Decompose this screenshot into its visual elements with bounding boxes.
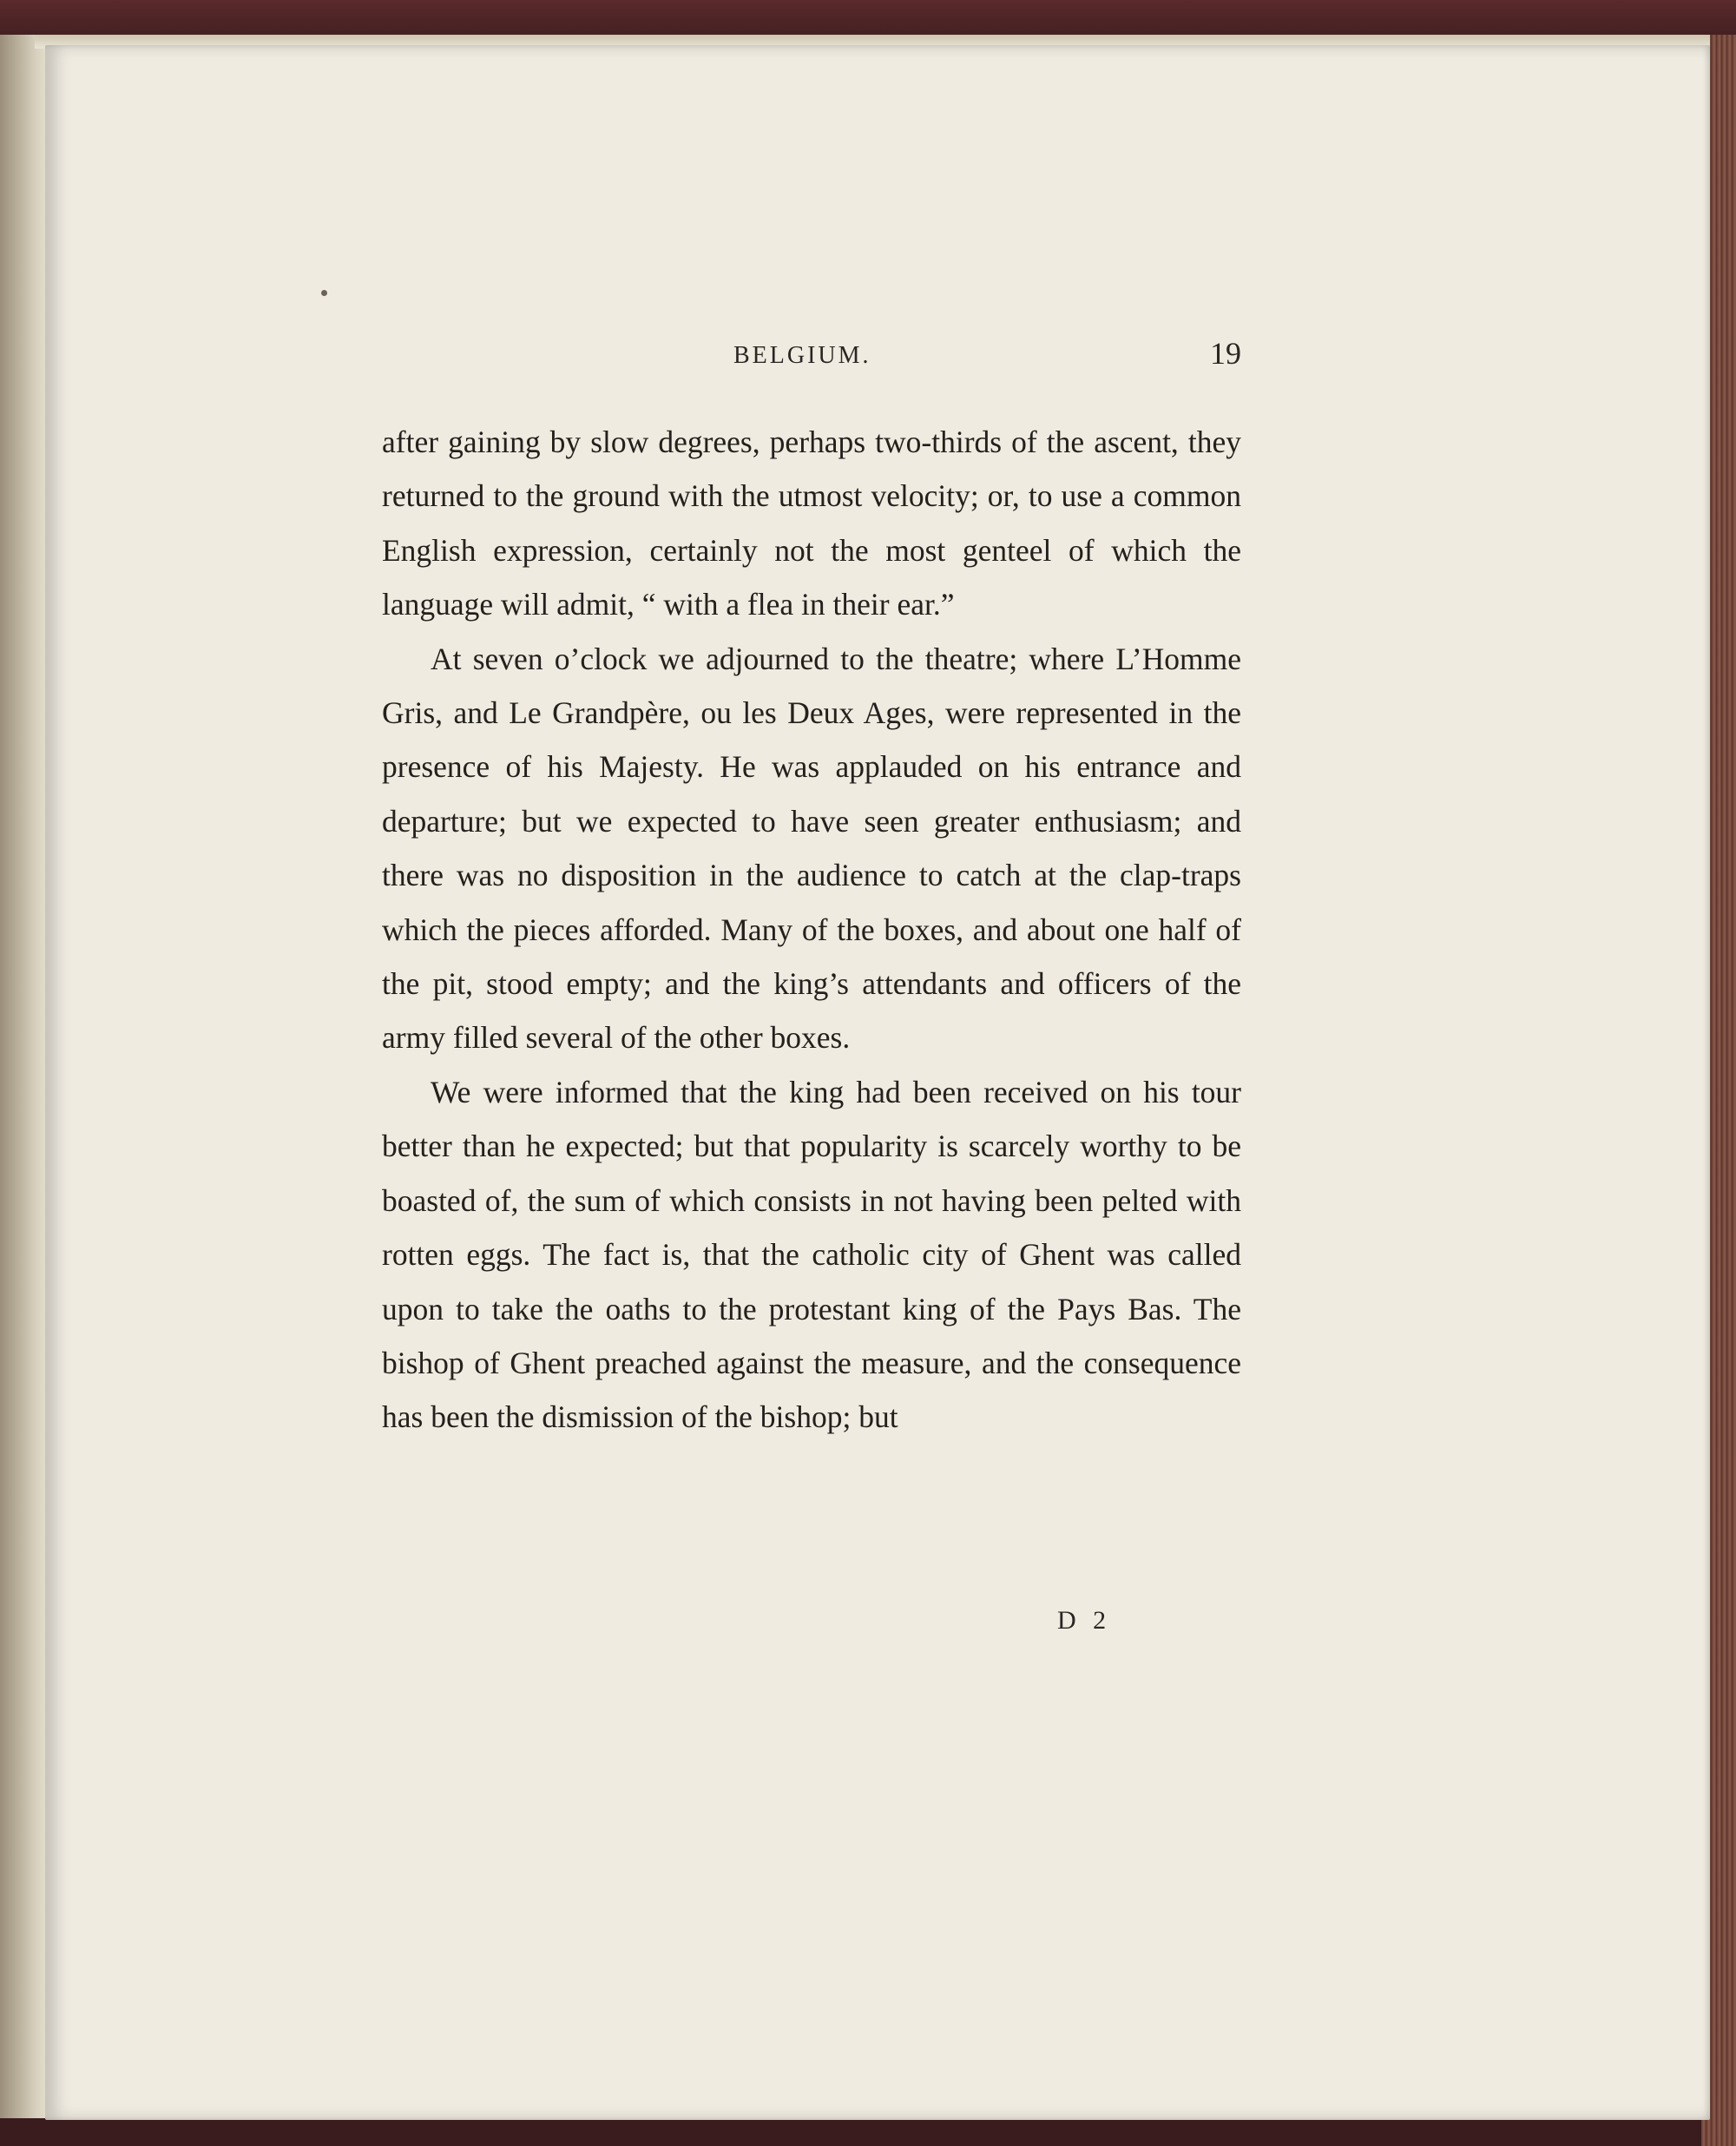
body-text <box>382 415 1241 1445</box>
signature-mark: D 2 <box>1057 1606 1112 1635</box>
page-header <box>382 335 1241 379</box>
facing-page-edge <box>0 35 50 2118</box>
page-number: 19 <box>1210 336 1241 371</box>
paragraph: At seven o’clock we adjourned to the theatre; where L’Homme Gris, and Le Grandpère, ou les Deux Ages, were represented in the presence of his Majesty. He was applauded on his entrance and departure; but we expected to have seen greater enthusiasm; and there was no disposition in the audience to catch at the clap-traps which the pieces afforded. Many of the boxes, and about one half of the pit, stood empty; and the king’s attendants and officers of the army filled several of the other boxes. <box>382 641 1241 1056</box>
paragraph: after gaining by slow degrees, perhaps two-thirds of the ascent, they returned to the ground with the utmost velocity; or, to use a common English expression, certainly not the most genteel of which the language will admit, “ with a flea in their ear.” <box>382 425 1241 622</box>
running-head: BELGIUM. <box>733 342 871 369</box>
ink-speck <box>321 290 327 296</box>
paragraph: We were informed that the king had been received on his tour better than he expected; but that popularity is scarcely worthy to be boasted of, the sum of which consists in not having been pelted with rotten eggs. The fact is, that the catholic city of Ghent was called upon to take the oaths to the protestant king of the Pays Bas. The bishop of Ghent preached against the measure, and the consequence has been the dismission of the bishop; but <box>382 1074 1241 1435</box>
